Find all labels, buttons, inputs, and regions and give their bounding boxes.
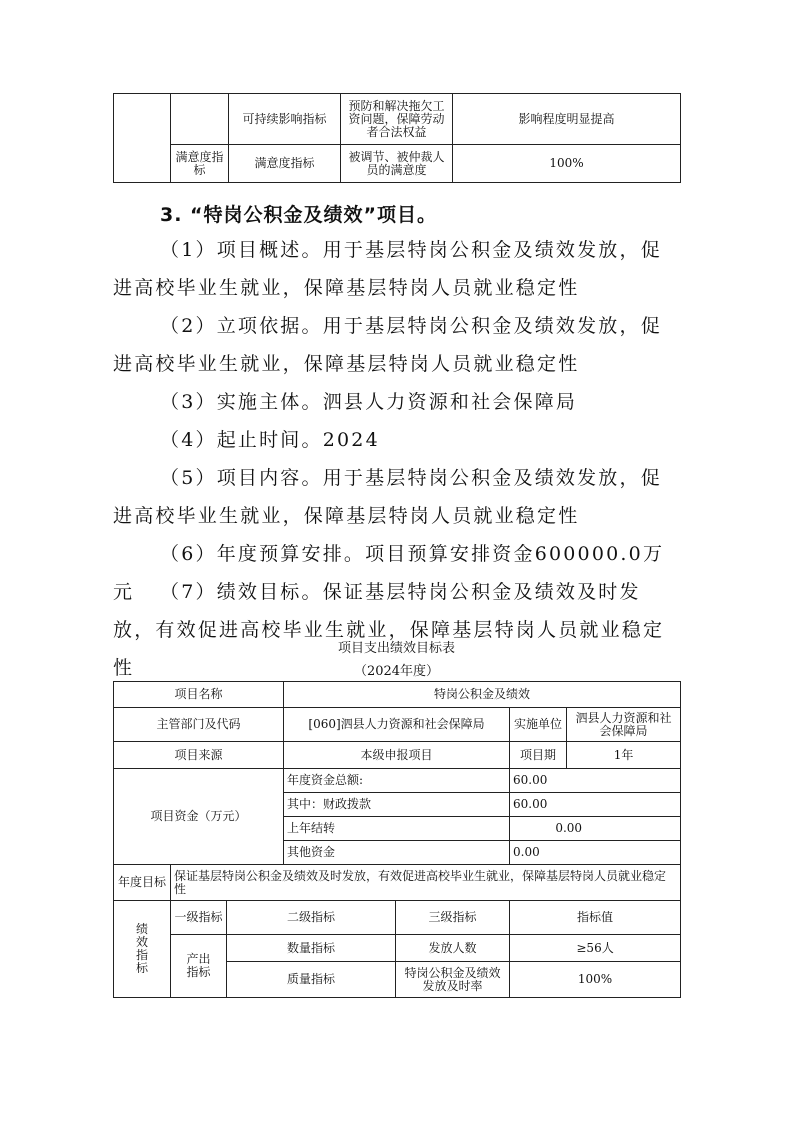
cell-blank-l1	[114, 94, 171, 183]
cell-value: 100%	[453, 145, 681, 183]
cell-level2: 满意度指标	[171, 145, 229, 183]
item-text: 项目预算安排资金600000.0万元	[113, 543, 665, 603]
annual-goal-label: 年度目标	[114, 865, 171, 901]
fund-carryover-value: 0.00	[510, 817, 681, 841]
item-label: （1）项目概述。	[160, 239, 323, 261]
dept-value: [060]泗县人力资源和社会保障局	[284, 708, 510, 742]
row-l3: 特岗公积金及绩效发放及时率	[396, 962, 510, 998]
cell-indicator: 被调节、被仲裁人员的满意度	[341, 145, 453, 183]
item-label: （2）立项依据。	[160, 315, 323, 337]
cell-indicator: 预防和解决拖欠工资问题，保障劳动者合法权益	[341, 94, 453, 145]
row-value: 100%	[510, 962, 681, 998]
header-l2: 二级指标	[227, 901, 396, 935]
impl-label: 实施单位	[510, 708, 567, 742]
annual-goal: 保证基层特岗公积金及绩效及时发放，有效促进高校毕业生就业，保障基层特岗人员就业稳定性	[171, 865, 681, 901]
row-value: ≥56人	[510, 935, 681, 962]
item-text: 用于基层特岗公积金及绩效发放，促进高校毕业生就业，保障基层特岗人员就业稳定性	[113, 467, 662, 527]
paragraph-4	[113, 421, 683, 459]
item-label: （3）实施主体。	[160, 391, 323, 413]
perf-indicator-label: 绩效指标	[114, 901, 171, 998]
performance-target-table	[113, 681, 681, 998]
source-label: 项目来源	[114, 742, 284, 769]
row-l2: 质量指标	[227, 962, 396, 998]
fund-fiscal-label: 其中：财政拨款	[284, 793, 510, 817]
paragraph-5	[113, 459, 683, 535]
fund-fiscal-value: 60.00	[510, 793, 681, 817]
row-l3: 发放人数	[396, 935, 510, 962]
cell-value: 影响程度明显提高	[453, 94, 681, 145]
item-label: （6）年度预算安排。	[160, 543, 366, 565]
dept-label: 主管部门及代码	[114, 708, 284, 742]
project-name-label: 项目名称	[114, 682, 284, 708]
item-text: 保证基层特岗公积金及绩效及时发放，有效促进高校毕业生就业，保障基层特岗人员就业稳定性	[113, 581, 665, 679]
fund-total-label: 年度资金总额:	[284, 769, 510, 793]
funds-label: 项目资金（万元）	[114, 769, 284, 865]
top-indicator-table	[113, 93, 681, 183]
fund-total-value: 60.00	[510, 769, 681, 793]
paragraph-3	[113, 383, 683, 421]
project-name: 特岗公积金及绩效	[284, 682, 681, 708]
row-l2: 数量指标	[227, 935, 396, 962]
header-l1: 一级指标	[171, 901, 227, 935]
header-value: 指标值	[510, 901, 681, 935]
item-label: （7）绩效目标。	[160, 581, 323, 603]
table-title: 项目支出绩效目标表	[337, 641, 455, 656]
item-label: （4）起止时间。	[160, 429, 323, 451]
period-label: 项目期	[510, 742, 567, 769]
paragraph-2	[113, 307, 683, 383]
fund-carryover-label: 上年结转	[284, 817, 510, 841]
header-l3: 三级指标	[396, 901, 510, 935]
table-subtitle: （2024年度）	[353, 664, 440, 679]
output-indicator-label: 产出指标	[171, 935, 227, 998]
item-label: （5）项目内容。	[160, 467, 323, 489]
fund-other-value: 0.00	[510, 841, 681, 865]
section-heading: 3. “特岗公积金及绩效”项目。	[160, 204, 438, 226]
item-text: 用于基层特岗公积金及绩效发放，促进高校毕业生就业，保障基层特岗人员就业稳定性	[113, 239, 662, 299]
cell-blank-l2	[171, 94, 229, 145]
cell-level3: 可持续影响指标	[229, 94, 341, 145]
impl-value: 泗县人力资源和社会保障局	[567, 708, 681, 742]
item-text: 泗县人力资源和社会保障局	[322, 391, 578, 413]
source-value: 本级申报项目	[284, 742, 510, 769]
cell-level3: 满意度指标	[229, 145, 341, 183]
item-text: 用于基层特岗公积金及绩效发放，促进高校毕业生就业，保障基层特岗人员就业稳定性	[113, 315, 662, 375]
period-value: 1年	[567, 742, 681, 769]
fund-other-label: 其他资金	[284, 841, 510, 865]
item-text: 2024	[322, 429, 380, 451]
paragraph-1	[113, 231, 683, 307]
